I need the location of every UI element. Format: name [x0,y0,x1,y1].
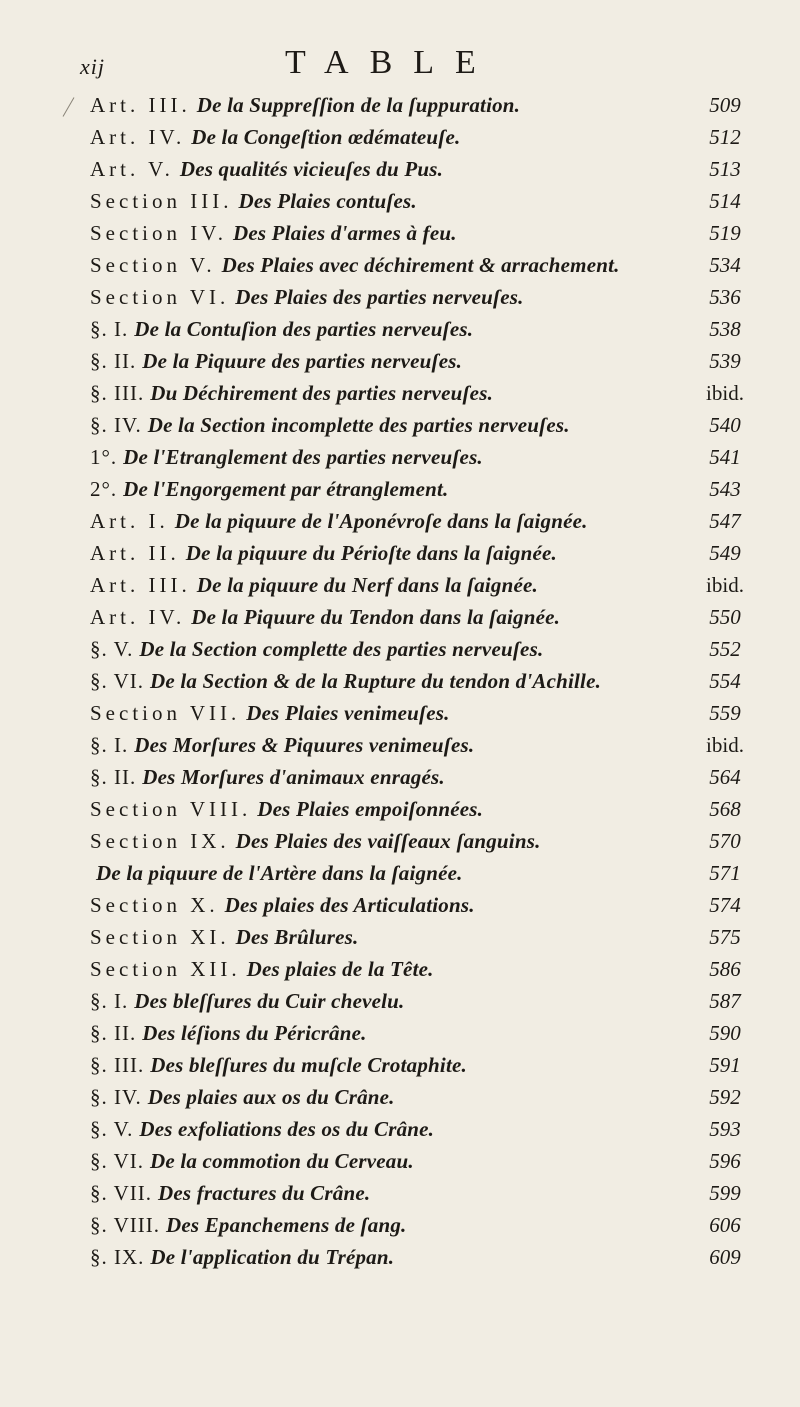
toc-entry-label: Section VI. [90,285,230,309]
toc-entry [0,985,800,1017]
toc-entry-label: §. VII. [90,1181,153,1205]
toc-entry [0,1017,800,1049]
toc-entry-title: Des Plaies des vaiſſeaux ſanguins. [235,829,541,853]
toc-entry-label: §. IV. [90,1085,142,1109]
toc-page-number: 592 [709,1085,741,1109]
toc-entry-label: Section XI. [90,925,230,949]
toc-page-number: 599 [709,1181,741,1205]
toc-entry-text [90,249,688,281]
toc-page-number: 547 [709,509,741,533]
toc-entry-title: De la piquure de l'Aponévroſe dans la ſaignée. [174,509,588,533]
toc-entry [0,1049,800,1081]
toc-page-number: ibid. [706,381,744,405]
toc-entry-title: Des Plaies empoiſonnées. [257,797,484,821]
toc-entry-label: §. V. [90,637,134,661]
toc-page-number: 536 [709,285,741,309]
toc-page-number: 591 [709,1053,741,1077]
toc-page-number: 587 [709,989,741,1013]
toc-page-number: 571 [709,861,741,885]
toc-page-number: 541 [709,445,741,469]
toc-entry-text [90,921,688,953]
toc-entry-label: §. V. [90,1117,134,1141]
toc-entry-label: Art. III. [90,93,191,117]
toc-entry-title: Des Plaies des parties nerveuſes. [235,285,524,309]
toc-entry-title: De la piquure du Nerf dans la ſaignée. [196,573,539,597]
toc-entry-title: De la piquure du Périoſte dans la ſaignée. [185,541,557,565]
toc-entry-text [90,1145,688,1177]
toc-entry [0,1113,800,1145]
toc-entry-title: Des Plaies d'armes à feu. [232,221,457,245]
toc-entry [0,601,800,633]
toc-entry-title: Des Plaies avec déchirement & arrachement. [221,253,620,277]
toc-entry [0,217,800,249]
toc-entry-label: Section IX. [90,829,230,853]
toc-entry-text [90,1017,688,1049]
toc-entry [0,537,800,569]
toc-entry-title: Des bleſſures du muſcle Crotaphite. [150,1053,467,1077]
toc-entry-text [90,377,688,409]
toc-entry-label: Section III. [90,189,233,213]
toc-entry-label: §. II. [90,349,137,373]
toc-entry-text [90,505,688,537]
toc-entry-label: §. VI. [90,1149,145,1173]
toc-page-number: 512 [709,125,741,149]
toc-entry [0,633,800,665]
toc-entry-text [90,889,688,921]
toc-entry-label: §. III. [90,1053,145,1077]
toc-entry-label: §. VIII. [90,1213,161,1237]
toc-page-number: 564 [709,765,741,789]
toc-entry-text [90,569,688,601]
toc-entry [0,185,800,217]
toc-page-number: 593 [709,1117,741,1141]
toc-entry-label: §. VI. [90,669,145,693]
toc-entry-title: De l'Etranglement des parties nerveuſes. [123,445,483,469]
toc-entry [0,1241,800,1273]
toc-entry-label: Section X. [90,893,219,917]
toc-entry-text [90,857,688,889]
toc-page-number: 540 [709,413,741,437]
toc-entry [0,697,800,729]
toc-entry [0,473,800,505]
page-header [0,44,800,84]
toc-entry-label: §. II. [90,765,137,789]
toc-entry-title: De la Suppreſſion de la ſuppuration. [196,93,521,117]
toc-entry-title: De l'application du Trépan. [150,1245,395,1269]
toc-entry [0,1209,800,1241]
toc-entry-label: Art. II. [90,541,180,565]
toc-entry-title: Des Morſures d'animaux enragés. [142,765,445,789]
toc-entry [0,569,800,601]
toc-entry-label: §. III. [90,381,145,405]
toc-entry-text [90,1177,688,1209]
toc-page-number: 609 [709,1245,741,1269]
toc-entry-text [90,281,688,313]
toc-entry-title: Des Morſures & Piquures venimeuſes. [134,733,475,757]
toc-entry-title: De l'Engorgement par étranglement. [123,477,449,501]
toc-entry-text [90,217,688,249]
toc-entry-text [90,313,688,345]
toc-entry-text [90,761,688,793]
toc-entry-title: Des exfoliations des os du Crâne. [139,1117,435,1141]
toc-page-number: 606 [709,1213,741,1237]
toc-entry [0,281,800,313]
toc-entry [0,313,800,345]
toc-page-number: 554 [709,669,741,693]
toc-entry-text [90,153,688,185]
toc-page-number: 534 [709,253,741,277]
toc-entry-label: Art. III. [90,573,191,597]
toc-page-number: 539 [709,349,741,373]
toc-entry [0,729,800,761]
toc-entry [0,377,800,409]
toc-entry-title: Des léſions du Péricrâne. [142,1021,367,1045]
toc-page-number: 513 [709,157,741,181]
toc-entry-title: Des plaies des Articulations. [224,893,475,917]
toc-entry-title: Des plaies de la Tête. [246,957,434,981]
toc-entry-title: Des Brûlures. [235,925,359,949]
toc-entry [0,441,800,473]
toc-entry-text [90,953,688,985]
toc-entry-text [90,633,688,665]
toc-entry-text [90,185,688,217]
toc-page-number: 543 [709,477,741,501]
toc-entry-title: Des plaies aux os du Crâne. [147,1085,395,1109]
toc-entry-title: Des fractures du Crâne. [158,1181,371,1205]
toc-entry [0,953,800,985]
toc-page-number: 596 [709,1149,741,1173]
toc-entry-title: De la Section incomplette des parties nerveuſes. [147,413,570,437]
toc-entry-label: Section XII. [90,957,241,981]
toc-entry [0,121,800,153]
toc-entry [0,505,800,537]
toc-entry [0,409,800,441]
toc-entry-title: De la Section & de la Rupture du tendon d'Achille. [150,669,602,693]
toc-entry-label: §. I. [90,317,129,341]
toc-entry [0,1177,800,1209]
toc-entry-label: Art. IV. [90,125,186,149]
toc-entry-title: Des bleſſures du Cuir chevelu. [134,989,405,1013]
toc-page-number: 586 [709,957,741,981]
toc-entry-title: De la Congeſtion œdémateuſe. [191,125,461,149]
toc-entry-label: §. I. [90,989,129,1013]
toc-entry-text [90,409,688,441]
toc-page-number: 519 [709,221,741,245]
toc-entry-text [90,345,688,377]
toc-entry-text [90,89,688,121]
toc-page-number: 574 [709,893,741,917]
toc-entry-title: De la Section complette des parties nerveuſes. [139,637,544,661]
toc-page-number: ibid. [706,733,744,757]
toc-entry-title: De la Piquure du Tendon dans la ſaignée. [191,605,561,629]
toc-page-number: 575 [709,925,741,949]
toc-entry-label: Art. IV. [90,605,186,629]
toc-entry-text [90,729,688,761]
toc-entry-text [90,441,688,473]
toc-entry-text [90,121,688,153]
toc-page-number: 509 [709,93,741,117]
toc-page-number: 514 [709,189,741,213]
folio-number: xij [80,54,105,79]
toc-entry-text [90,1209,688,1241]
toc-entry-title: De la Contuſion des parties nerveuſes. [134,317,474,341]
toc-page-number: ibid. [706,573,744,597]
toc-entry-text [90,697,688,729]
toc-page-number: 559 [709,701,741,725]
toc-entry-text [90,1113,688,1145]
toc-entry [0,153,800,185]
toc-entry-text [90,985,688,1017]
toc-entry-label: Section V. [90,253,216,277]
toc-entry-text [90,793,688,825]
toc-entry [0,345,800,377]
toc-entry [0,793,800,825]
toc-entry [0,1081,800,1113]
toc-entry-title: Du Déchirement des parties nerveuſes. [150,381,494,405]
toc-entry [0,1145,800,1177]
toc-entry [0,761,800,793]
toc-page-number: 590 [709,1021,741,1045]
toc-page-number: 552 [709,637,741,661]
toc-page-number: 568 [709,797,741,821]
toc-entry [0,249,800,281]
toc-entry-label: §. IV. [90,413,142,437]
toc-entry-text [90,537,688,569]
toc-page-number: 550 [709,605,741,629]
toc-entry-text [90,473,688,505]
toc-entry-title: Des Plaies contuſes. [238,189,417,213]
toc-page-number: 570 [709,829,741,853]
toc-entry-label: 1°. [90,445,118,469]
toc-entry-text [90,1081,688,1113]
toc-entry-title: De la Piquure des parties nerveuſes. [142,349,463,373]
toc-entry [0,89,800,121]
toc-entry [0,921,800,953]
toc-entry [0,889,800,921]
toc-entry [0,825,800,857]
toc-entry-label: §. IX. [90,1245,145,1269]
toc-entry-text [90,1049,688,1081]
toc-entry-label: Section IV. [90,221,227,245]
toc-page-number: 538 [709,317,741,341]
toc-entry-text [90,601,688,633]
running-title: TABLE [285,44,497,81]
toc-entry-title: Des qualités vicieuſes du Pus. [179,157,444,181]
toc-entry-title: Des Epanchemens de ſang. [166,1213,407,1237]
toc-entry-title: De la piquure de l'Artère dans la ſaignée. [96,861,463,885]
toc-entry-label: §. I. [90,733,129,757]
table-of-contents [0,89,800,1273]
toc-entry-label: Section VII. [90,701,241,725]
toc-entry-label: Section VIII. [90,797,252,821]
toc-entry-title: Des Plaies venimeuſes. [246,701,450,725]
toc-entry-label: §. II. [90,1021,137,1045]
toc-entry-label: Art. V. [90,157,174,181]
toc-entry-label: Art. I. [90,509,169,533]
toc-entry-text [90,1241,688,1273]
toc-page-number: 549 [709,541,741,565]
toc-entry-title: De la commotion du Cerveau. [150,1149,414,1173]
toc-entry-label: 2°. [90,477,118,501]
toc-entry-text [90,825,688,857]
toc-entry-text [90,665,688,697]
toc-entry [0,665,800,697]
toc-entry [0,857,800,889]
